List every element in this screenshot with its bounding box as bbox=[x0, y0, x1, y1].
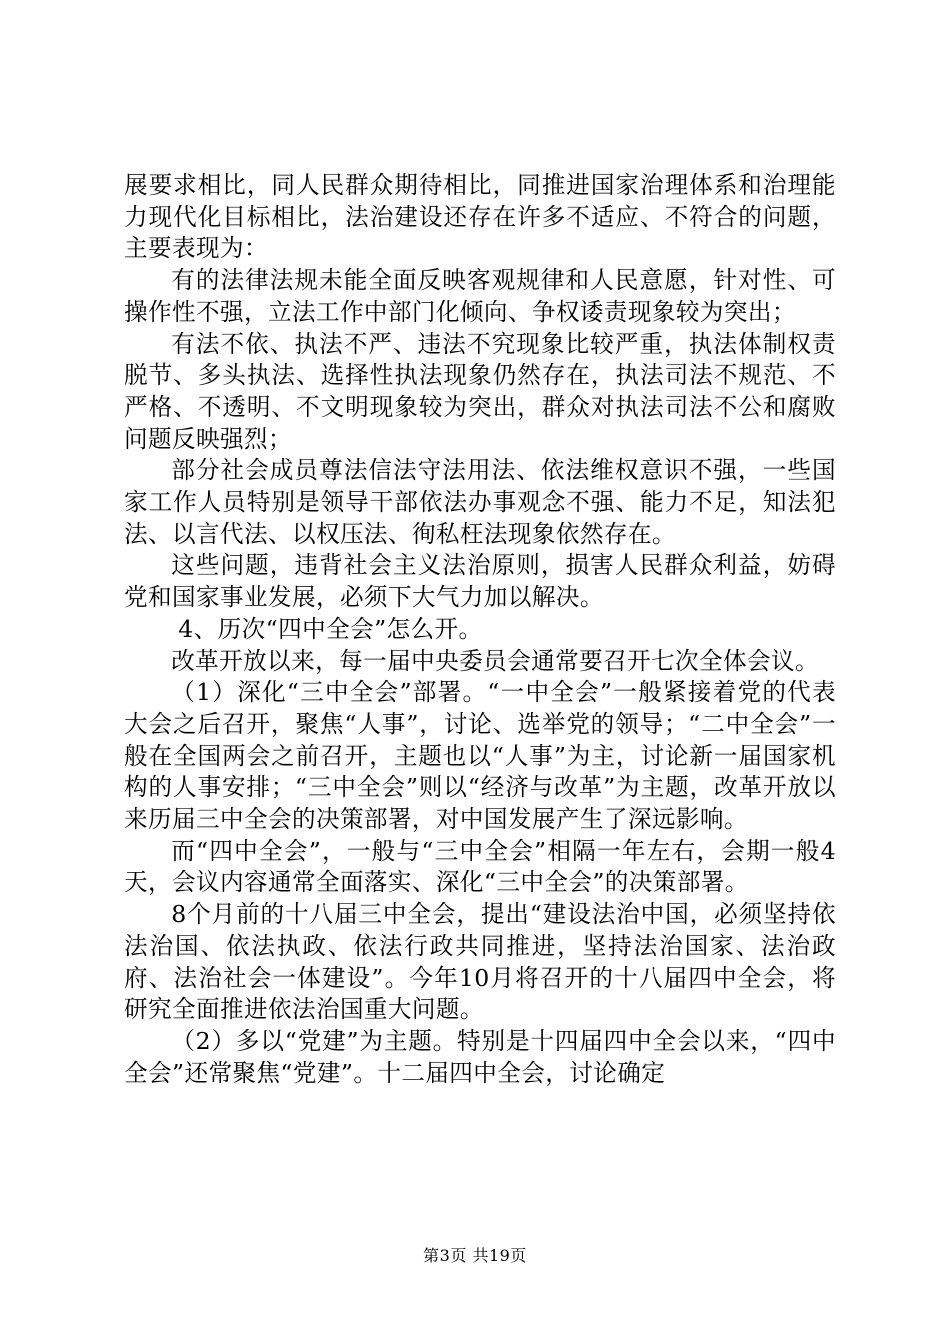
paragraph-point-2: （2）多以“党建”为主题。特别是十四届四中全会以来，“四中全会”还常聚焦“党建”。十二届四中全会，讨论确定 bbox=[124, 1026, 836, 1087]
paragraph-plenary-sessions: 改革开放以来，每一届中央委员会通常要召开七次全体会议。 bbox=[171, 646, 820, 675]
paragraph-issues-summary: 这些问题，违背社会主义法治原则，损害人民群众利益，妨碍党和国家事业发展，必须下大气力加以解决。 bbox=[124, 551, 836, 612]
paragraph-fourth-plenum: 而“四中全会”，一般与“三中全会”相隔一年左右，会期一般4天，会议内容通常全面落实、深化“三中全会”的决策部署。 bbox=[124, 836, 836, 897]
paragraph-enforcement-issues: 有法不依、执法不严、违法不究现象比较严重，执法体制权责脱节、多头执法、选择性执法现象仍然存在，执法司法不规范、不严格、不透明、不文明现象较为突出，群众对执法司法不公和腐败问题反映强烈； bbox=[124, 329, 836, 453]
paragraph-awareness-issues: 部分社会成员尊法信法守法用法、依法维权意识不强，一些国家工作人员特别是领导干部依法办事观念不强、能力不足，知法犯法、以言代法、以权压法、徇私枉法现象依然存在。 bbox=[124, 456, 836, 548]
paragraph-point-1: （1）深化“三中全会”部署。“一中全会”一般紧接着党的代表大会之后召开，聚焦“人事”，讨论、选举党的领导；“二中全会”一般在全国两会之前召开，主题也以“人事”为主，讨论新一届国家机构的人事安排；“三中全会”则以“经济与改革”为主题，改革开放以来历届三中全会的决策部署，对中国发展产生了深远影响。 bbox=[124, 678, 836, 834]
page-number: 第3页 共19页 bbox=[423, 1246, 527, 1265]
paragraph-rule-of-law: 8个月前的十八届三中全会，提出“建设法治中国，必须坚持依法治国、依法执政、依法行政共同推进，坚持法治国家、法治政府、法治社会一体建设”。今年10月将召开的十八届四中全会，将研究全面推进依法治国重大问题。 bbox=[124, 900, 836, 1024]
document-body bbox=[124, 170, 836, 1089]
section-heading: 4、历次“四中全会”怎么开。 bbox=[178, 614, 483, 643]
paragraph-continuation: 展要求相比，同人民群众期待相比，同推进国家治理体系和治理能力现代化目标相比，法治建设还存在许多不适应、不符合的问题，主要表现为： bbox=[124, 171, 836, 263]
paragraph-legislation-issues: 有的法律法规未能全面反映客观规律和人民意愿，针对性、可操作性不强，立法工作中部门化倾向、争权诿责现象较为突出； bbox=[124, 266, 836, 326]
